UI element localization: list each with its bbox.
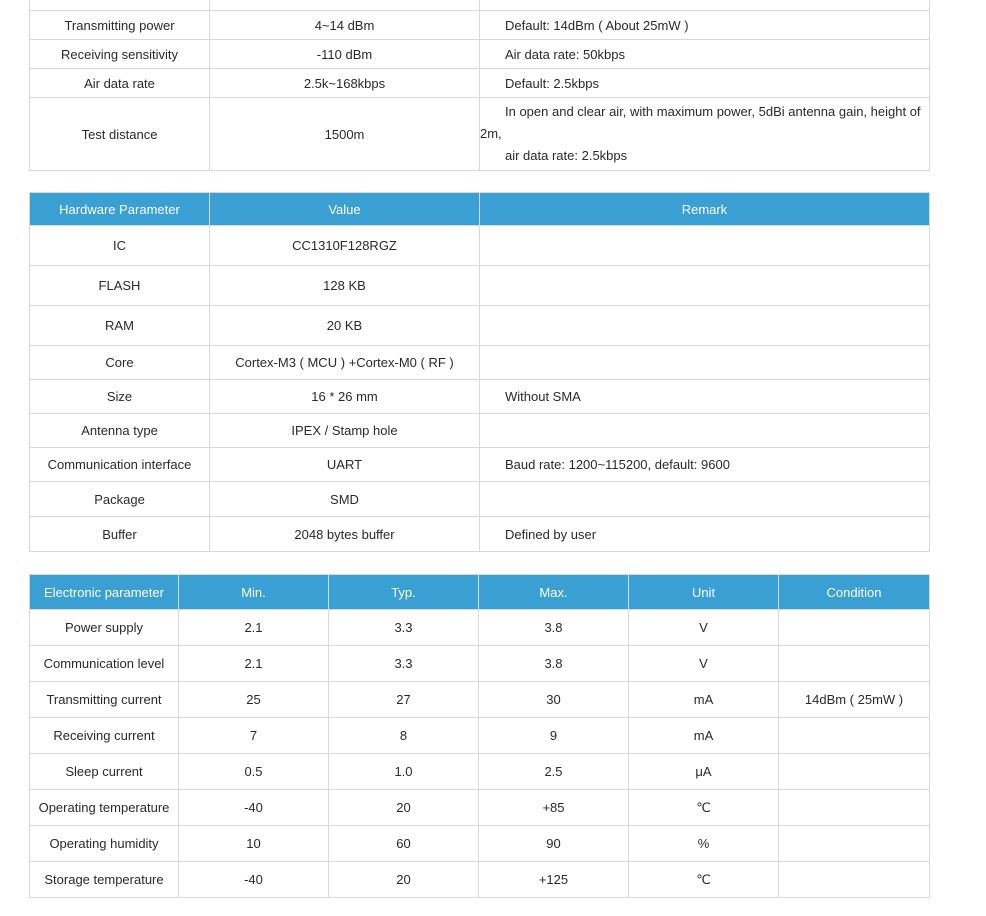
remark-cell: Default: 2.5kbps: [480, 69, 930, 98]
condition-cell: [779, 610, 930, 646]
table-row: [30, 380, 930, 414]
radio-parameter-table: [29, 0, 930, 171]
table-row: [30, 266, 930, 306]
min-cell: -40: [179, 790, 329, 826]
unit-cell: mA: [629, 718, 779, 754]
value-cell: SMD: [210, 482, 480, 517]
typ-cell: 8: [329, 718, 479, 754]
param-cell: Air data rate: [30, 69, 210, 98]
param-cell: Power supply: [30, 610, 179, 646]
param-cell: Receiving current: [30, 718, 179, 754]
table-row: [30, 790, 930, 826]
unit-cell: ℃: [629, 862, 779, 898]
condition-cell: [779, 790, 930, 826]
remark-cell: Air data rate: 50kbps: [480, 40, 930, 69]
max-cell: +85: [479, 790, 629, 826]
value-cell: 2048 bytes buffer: [210, 517, 480, 552]
condition-cell: [779, 646, 930, 682]
param-cell: Test distance: [30, 98, 210, 171]
column-header: Max.: [479, 575, 629, 610]
param-cell: Storage temperature: [30, 862, 179, 898]
remark-cell: [480, 226, 930, 266]
typ-cell: 20: [329, 790, 479, 826]
value-cell: 16 * 26 mm: [210, 380, 480, 414]
column-header: Remark: [480, 193, 930, 226]
value-cell: 2.5k~168kbps: [210, 69, 480, 98]
typ-cell: 3.3: [329, 646, 479, 682]
remark-cell: Defined by user: [480, 517, 930, 552]
table-row: [30, 482, 930, 517]
remark-cell: Baud rate: 1200~115200, default: 9600: [480, 448, 930, 482]
table-row: [30, 610, 930, 646]
table-row: [30, 306, 930, 346]
remark-cell: [480, 266, 930, 306]
table-row: [30, 718, 930, 754]
param-cell: FLASH: [30, 266, 210, 306]
min-cell: 2.1: [179, 610, 329, 646]
table-row: [30, 226, 930, 266]
electronic-parameter-table: [29, 574, 930, 898]
min-cell: 0.5: [179, 754, 329, 790]
column-header: Typ.: [329, 575, 479, 610]
remark-cell: Without SMA: [480, 380, 930, 414]
param-cell: IC: [30, 226, 210, 266]
table-row: [30, 0, 930, 11]
unit-cell: ℃: [629, 790, 779, 826]
value-cell: [210, 0, 480, 11]
param-cell: RAM: [30, 306, 210, 346]
param-cell: Operating temperature: [30, 790, 179, 826]
condition-cell: [779, 754, 930, 790]
table-header-row: [30, 193, 930, 226]
column-header: Electronic parameter: [30, 575, 179, 610]
table-row: [30, 682, 930, 718]
value-cell: CC1310F128RGZ: [210, 226, 480, 266]
hardware-parameter-table: [29, 192, 930, 552]
typ-cell: 27: [329, 682, 479, 718]
remark-cell: Default: 14dBm ( About 25mW ): [480, 11, 930, 40]
min-cell: -40: [179, 862, 329, 898]
max-cell: 2.5: [479, 754, 629, 790]
typ-cell: 3.3: [329, 610, 479, 646]
min-cell: 10: [179, 826, 329, 862]
param-cell: Antenna type: [30, 414, 210, 448]
condition-cell: [779, 826, 930, 862]
table-row: [30, 98, 930, 171]
param-cell: Transmitting power: [30, 11, 210, 40]
table-row: [30, 646, 930, 682]
unit-cell: %: [629, 826, 779, 862]
max-cell: 30: [479, 682, 629, 718]
param-cell: Communication level: [30, 646, 179, 682]
table-row: [30, 69, 930, 98]
remark-line: 2m,: [480, 126, 502, 141]
param-cell: Receiving sensitivity: [30, 40, 210, 69]
param-cell: Package: [30, 482, 210, 517]
table-row: [30, 11, 930, 40]
param-cell: Size: [30, 380, 210, 414]
max-cell: +125: [479, 862, 629, 898]
param-cell: Transmitting current: [30, 682, 179, 718]
table-row: [30, 40, 930, 69]
typ-cell: 1.0: [329, 754, 479, 790]
column-header: Min.: [179, 575, 329, 610]
min-cell: 25: [179, 682, 329, 718]
remark-cell: [480, 0, 930, 11]
table-header-row: [30, 575, 930, 610]
param-cell: Core: [30, 346, 210, 380]
value-cell: UART: [210, 448, 480, 482]
param-cell: Sleep current: [30, 754, 179, 790]
value-cell: 20 KB: [210, 306, 480, 346]
column-header: Condition: [779, 575, 930, 610]
unit-cell: μA: [629, 754, 779, 790]
unit-cell: mA: [629, 682, 779, 718]
max-cell: 3.8: [479, 646, 629, 682]
value-cell: 1500m: [210, 98, 480, 171]
value-cell: -110 dBm: [210, 40, 480, 69]
table-row: [30, 826, 930, 862]
param-cell: Operating humidity: [30, 826, 179, 862]
table-row: [30, 448, 930, 482]
min-cell: 7: [179, 718, 329, 754]
table-row: [30, 414, 930, 448]
condition-cell: [779, 718, 930, 754]
condition-cell: 14dBm ( 25mW ): [779, 682, 930, 718]
table-row: [30, 517, 930, 552]
max-cell: 9: [479, 718, 629, 754]
condition-cell: [779, 862, 930, 898]
param-cell: [30, 0, 210, 11]
value-cell: IPEX / Stamp hole: [210, 414, 480, 448]
column-header: Hardware Parameter: [30, 193, 210, 226]
value-cell: Cortex-M3 ( MCU ) +Cortex-M0 ( RF ): [210, 346, 480, 380]
column-header: Value: [210, 193, 480, 226]
min-cell: 2.1: [179, 646, 329, 682]
table-row: [30, 346, 930, 380]
remark-cell: [480, 414, 930, 448]
column-header: Unit: [629, 575, 779, 610]
remark-cell: [480, 306, 930, 346]
max-cell: 3.8: [479, 610, 629, 646]
remark-cell: [480, 346, 930, 380]
table-row: [30, 862, 930, 898]
value-cell: 128 KB: [210, 266, 480, 306]
remark-line: air data rate: 2.5kbps: [505, 148, 628, 163]
unit-cell: V: [629, 610, 779, 646]
remark-cell: [480, 482, 930, 517]
max-cell: 90: [479, 826, 629, 862]
param-cell: Buffer: [30, 517, 210, 552]
value-cell: 4~14 dBm: [210, 11, 480, 40]
remark-cell: [480, 98, 930, 171]
typ-cell: 20: [329, 862, 479, 898]
table-row: [30, 754, 930, 790]
unit-cell: V: [629, 646, 779, 682]
typ-cell: 60: [329, 826, 479, 862]
remark-line: In open and clear air, with maximum power, 5dBi antenna gain, height of: [505, 104, 921, 119]
param-cell: Communication interface: [30, 448, 210, 482]
